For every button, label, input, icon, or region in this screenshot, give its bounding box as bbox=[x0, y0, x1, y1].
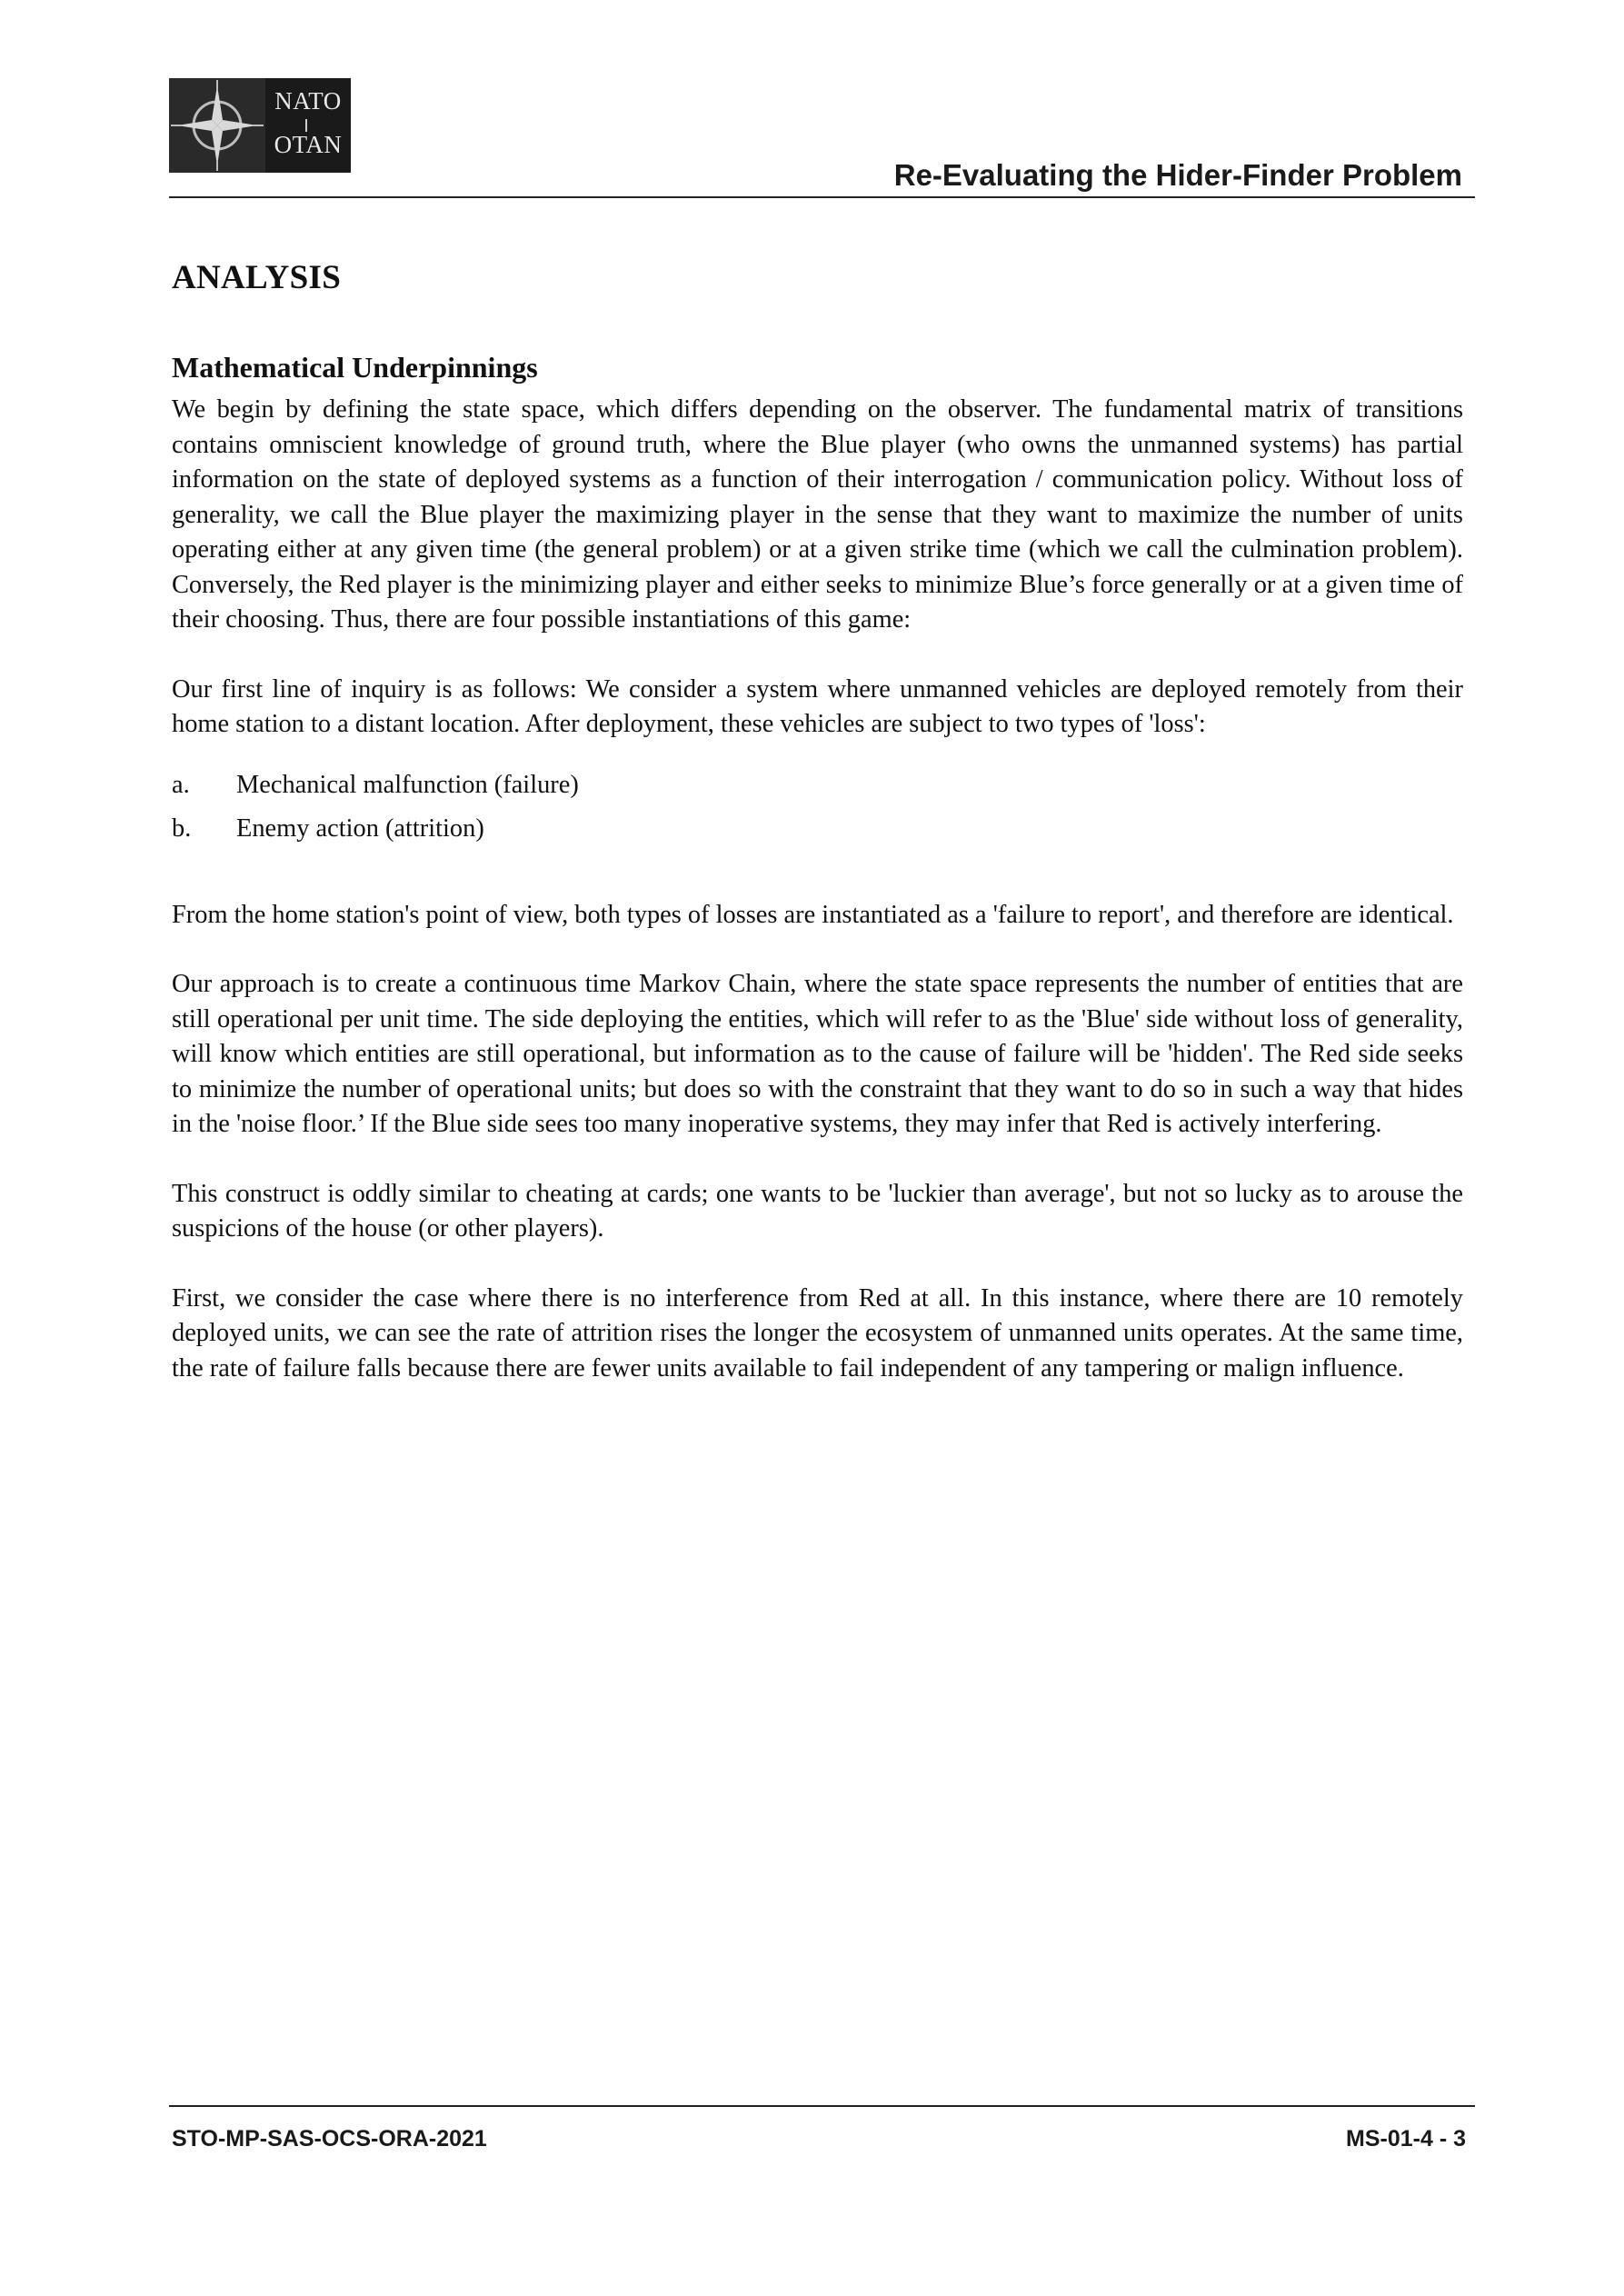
paragraph-no-interference: First, we consider the case where there is no interference from Red at all. In this instance, where there are 10 remotely deployed units, we can see the rate of attrition rises the longer the ecosystem of unmanned units operates. At the same time, the rate of failure falls because there are fewer units available to fail independent of any tampering or malign influence. bbox=[172, 1283, 1463, 1383]
document-id: STO-MP-SAS-OCS-ORA-2021 bbox=[172, 2126, 487, 2151]
paragraph-first-inquiry: Our first line of inquiry is as follows: We consider a system where unmanned vehicles are deployed remotely from their home station to a distant location. After deployment, these vehicles are subject to two types of 'loss': bbox=[172, 674, 1463, 738]
list-item bbox=[172, 812, 1463, 847]
section-title: ANALYSIS bbox=[172, 259, 342, 296]
subsection-title: Mathematical Underpinnings bbox=[172, 351, 538, 384]
list-item bbox=[172, 768, 1463, 804]
page-number: MS-01-4 - 3 bbox=[1346, 2126, 1466, 2151]
list-item-marker: b. bbox=[172, 814, 192, 843]
logo-nato-text: NATO bbox=[274, 87, 342, 115]
logo-wordmark bbox=[265, 78, 351, 173]
logo-otan-text: OTAN bbox=[274, 131, 343, 158]
paragraph-markov-chain: Our approach is to create a continuous time Markov Chain, where the state space represents the number of entities that are still operational per unit time. The side deploying the entities, which will refer to as the 'Blue' side without loss of generality, will know which entities are still operational, but information as to the cause of failure will be 'hidden'. The Red side seeks to minimize the number of operational units; but does so with the constraint that they want to do so in such a way that hides in the 'noise floor.’ If the Blue side sees too many inoperative systems, they may infer that Red is actively interfering. bbox=[172, 970, 1463, 1138]
running-title: Re-Evaluating the Hider-Finder Problem bbox=[893, 158, 1462, 192]
nato-otan-logo bbox=[169, 78, 351, 173]
paragraph-state-space: We begin by defining the state space, which differs depending on the observer. The fundamental matrix of transitions contains omniscient knowledge of ground truth, where the Blue player (who owns the unmanned systems) has partial information on the state of deployed systems as a function of their interrogation / communication policy. Without loss of generality, we call the Blue player the maximizing player in the sense that they want to maximize the number of units operating either at any given time (the general problem) or at a given strike time (which we call the culmination problem). Conversely, the Red player is the minimizing player and either seeks to minimize Blue’s force generally or at a given time of their choosing. Thus, there are four possible instantiations of this game: bbox=[172, 395, 1463, 634]
logo-divider bbox=[305, 119, 307, 132]
paragraph-cheating-analogy: This construct is oddly similar to cheating at cards; one wants to be 'luckier than average', but not so lucky as to arouse the suspicions of the house (or other players). bbox=[172, 1179, 1463, 1243]
list-item-text: Enemy action (attrition) bbox=[236, 814, 484, 843]
main-content bbox=[172, 256, 1463, 1421]
paragraph-home-station: From the home station's point of view, both types of losses are instantiated as a 'failure to report', and therefore are identical. bbox=[172, 900, 1454, 929]
loss-types-list bbox=[172, 768, 1463, 847]
list-item-marker: a. bbox=[172, 770, 190, 799]
nato-compass-star-icon bbox=[169, 78, 265, 173]
footer-rule bbox=[169, 2105, 1475, 2107]
header-rule bbox=[169, 196, 1475, 198]
list-item-text: Mechanical malfunction (failure) bbox=[236, 770, 579, 799]
